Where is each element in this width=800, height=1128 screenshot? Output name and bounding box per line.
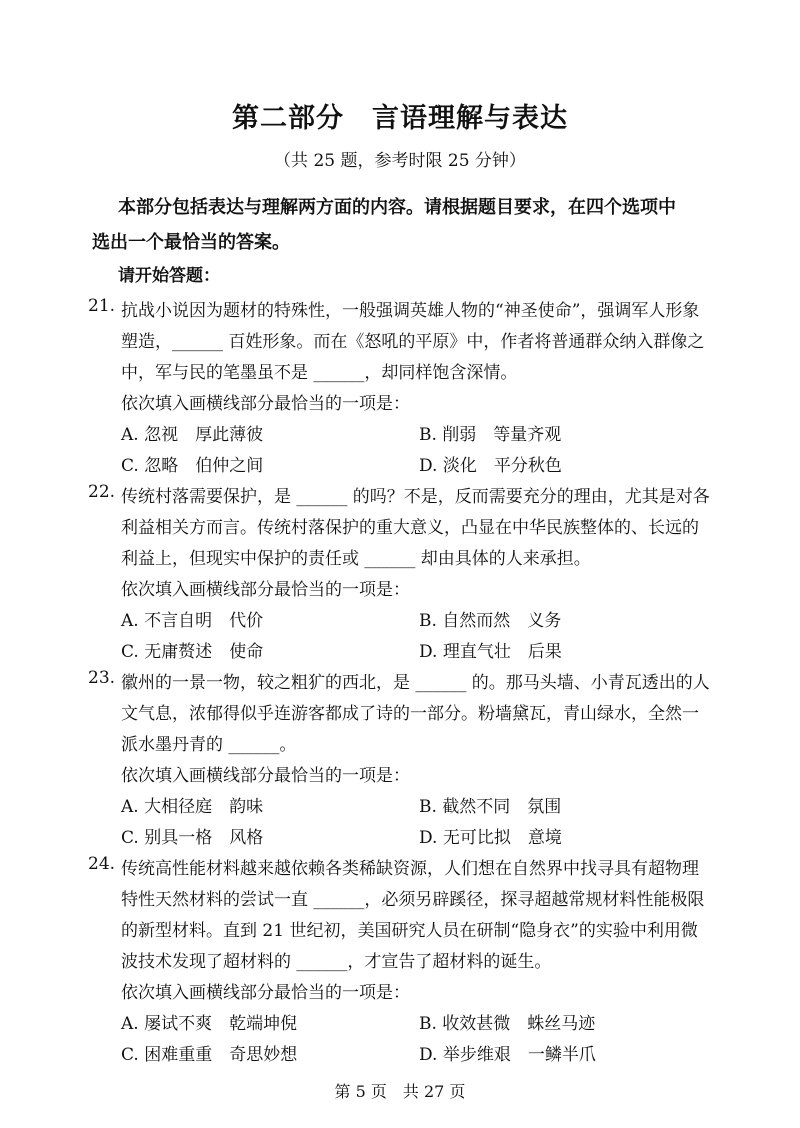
option-c: C. 困难重重 奇思妙想 [121, 1045, 298, 1065]
option-a: A. 大相径庭 韵味 [121, 797, 264, 817]
page-footer: 第 5 页 共 27 页 [334, 1082, 466, 1101]
question-prompt: 依次填入画横线部分最恰当的一项是： [121, 394, 410, 414]
option-a: A. 屡试不爽 乾端坤倪 [121, 1014, 298, 1034]
question-text-line: 徽州的一景一物，较之粗犷的西北，是 ______ 的。那马头墙、小青瓦透出的人 [121, 673, 710, 693]
option-b: B. 截然不同 氛围 [419, 797, 562, 817]
option-c: C. 无庸赘述 使命 [121, 642, 264, 662]
intro-text-line2: 选出一个最恰当的答案。 [92, 232, 290, 253]
option-d: D. 淡化 平分秋色 [419, 456, 562, 476]
question-text-line: 波技术发现了超材料的 ______，才宣告了超材料的诞生。 [121, 952, 552, 972]
option-c: C. 忽略 伯仲之间 [121, 456, 264, 476]
question-text-line: 利益相关方而言。传统村落保护的重大意义，凸显在中华民族整体的、长远的 [121, 518, 699, 538]
question-text-line: 传统村落需要保护，是 ______ 的吗？不是，反而需要充分的理由，尤其是对各 [121, 487, 710, 507]
question-prompt: 依次填入画横线部分最恰当的一项是： [121, 766, 410, 786]
question-number: 24. [88, 854, 116, 874]
option-b: B. 收效甚微 蛛丝马迹 [419, 1014, 596, 1034]
question-text-line: 利益上，但现实中保护的责任或 ______ 却由具体的人来承担。 [121, 549, 591, 569]
option-d: D. 举步维艰 一鳞半爪 [419, 1045, 596, 1065]
option-b: B. 削弱 等量齐观 [419, 425, 562, 445]
option-d: D. 理直气壮 后果 [419, 642, 562, 662]
question-number: 22. [88, 482, 116, 502]
option-c: C. 别具一格 风格 [121, 828, 264, 848]
intro-text-line1: 本部分包括表达与理解两方面的内容。请根据题目要求，在四个选项中 [118, 197, 676, 218]
question-text-line: 派水墨丹青的 ______。 [121, 735, 297, 755]
question-number: 23. [88, 668, 116, 688]
question-text-line: 的新型材料。直到 21 世纪初，美国研究人员在研制“隐身衣”的实验中利用微 [121, 921, 698, 941]
question-text-line: 抗战小说因为题材的特殊性，一般强调英雄人物的“神圣使命”，强调军人形象 [121, 301, 700, 321]
question-number: 21. [88, 296, 116, 316]
option-b: B. 自然而然 义务 [419, 611, 562, 631]
question-text-line: 文气息，浓郁得似乎连游客都成了诗的一部分。粉墙黛瓦，青山绿水，全然一 [121, 704, 699, 724]
question-prompt: 依次填入画横线部分最恰当的一项是： [121, 580, 410, 600]
option-d: D. 无可比拟 意境 [419, 828, 562, 848]
question-prompt: 依次填入画横线部分最恰当的一项是： [121, 983, 410, 1003]
option-a: A. 不言自明 代价 [121, 611, 264, 631]
start-instruction: 请开始答题： [118, 266, 220, 286]
option-a: A. 忽视 厚此薄彼 [121, 425, 264, 445]
section-subtitle: （共 25 题，参考时限 25 分钟） [274, 151, 526, 171]
question-text-line: 塑造，______ 百姓形象。而在《怒吼的平原》中，作者将普通群众纳入群像之 [121, 332, 705, 352]
question-text-line: 传统高性能材料越来越依赖各类稀缺资源，人们想在自然界中找寻具有超物理 [121, 859, 699, 879]
question-text-line: 中，军与民的笔墨虽不是 ______，却同样饱含深情。 [121, 363, 518, 383]
page-title: 第二部分 言语理解与表达 [232, 103, 568, 134]
question-text-line: 特性天然材料的尝试一直 ______，必须另辟蹊径，探寻超越常规材料性能极限 [121, 890, 705, 910]
